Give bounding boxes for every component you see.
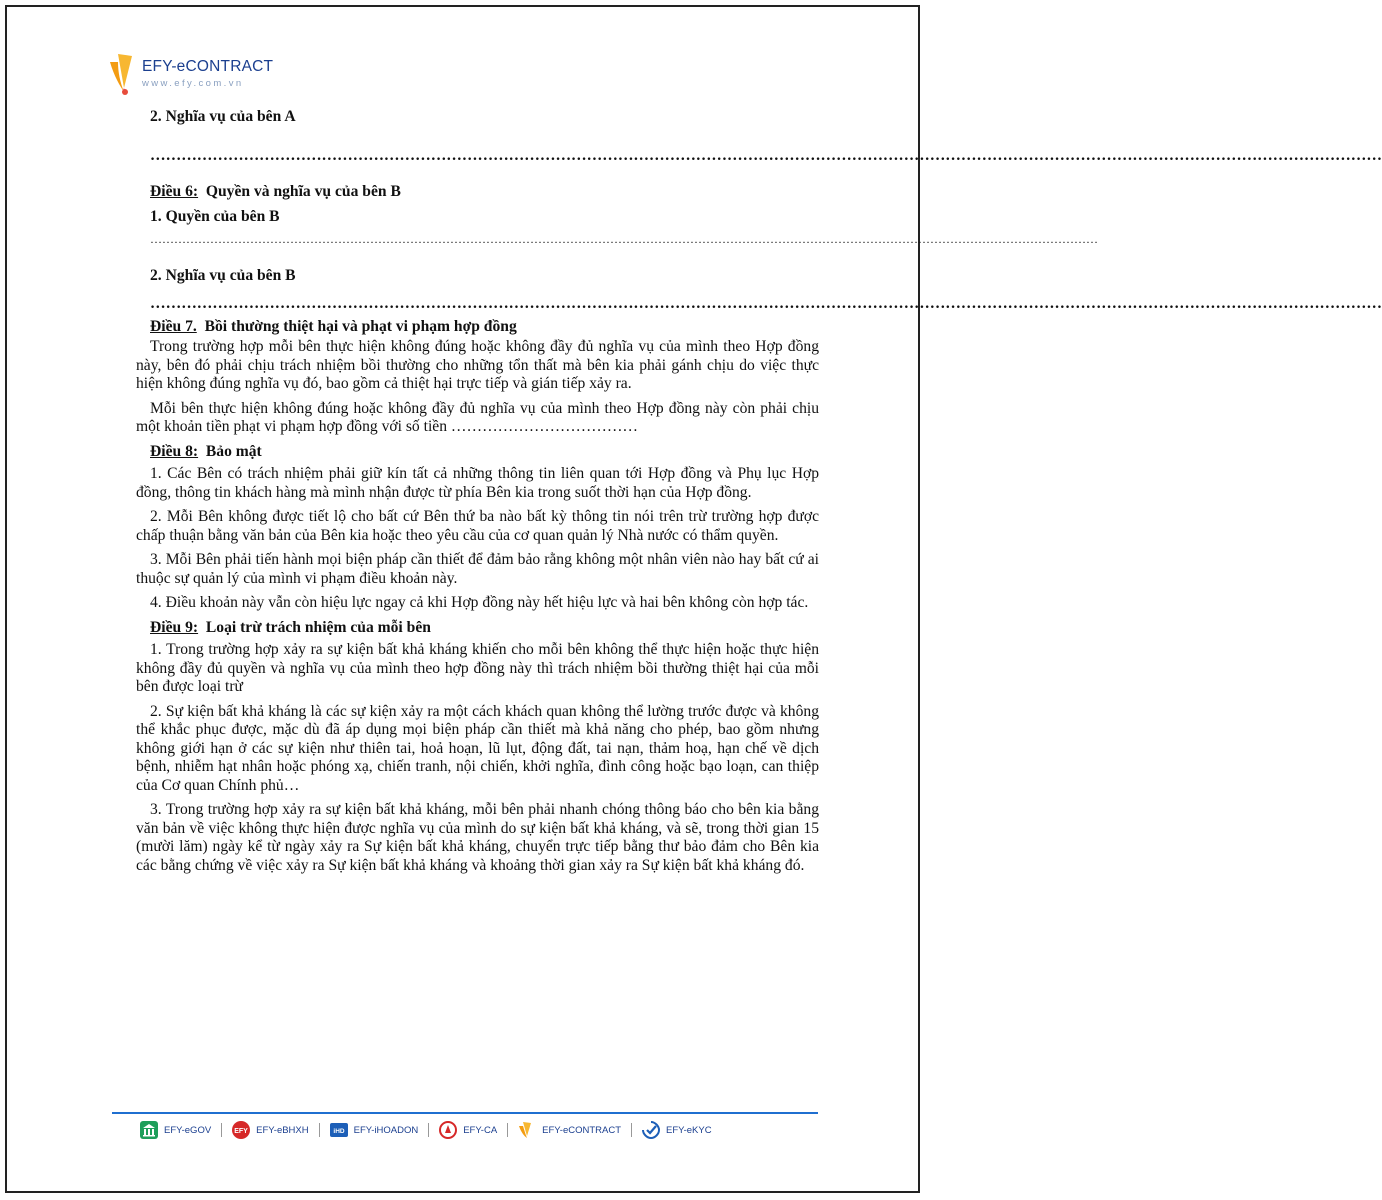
dieu9-paragraph-3: 3. Trong trường hợp xảy ra sự kiện bất khả kháng, mỗi bên phải nhanh chóng thông báo cho bên kia bằng văn bản về việc không thực hiện được nghĩa vụ của mình do sự kiện bất khả kháng, và sẽ, trong thời gian 15 (mười lăm) ngày kể từ ngày xảy ra Sự kiện bất khả kháng, chuyển trực tiếp bằng thư bảo đảm cho Bên kia các bằng chứng về việc xảy ra Sự kiện bất khả kháng và khoảng thời gian xảy ra Sự kiện bất khả kháng đó. xyxy=(136,801,819,874)
document-body xyxy=(136,108,1382,875)
logo-url: www.efy.com.vn xyxy=(142,78,244,89)
dieu8-paragraph-2: 2. Mỗi Bên không được tiết lộ cho bất cứ Bên thứ ba nào bất kỳ thông tin nói trên trừ trường hợp được chấp thuận bằng văn bản của Bên kia hoặc theo yêu cầu của cơ quan quản lý Nhà nước có thẩm quyền. xyxy=(136,508,819,544)
obligations-a-heading: 2. Nghĩa vụ của bên A xyxy=(150,108,296,125)
footer-item-ekyc xyxy=(642,1121,712,1139)
footer-item-egov xyxy=(140,1121,211,1139)
footer-label: EFY-eBHXH xyxy=(256,1124,309,1136)
verified-check-icon xyxy=(642,1121,660,1139)
bank-icon xyxy=(140,1121,158,1139)
dieu7-paragraph-1: Trong trường hợp mỗi bên thực hiện không đúng hoặc không đầy đủ nghĩa vụ của mình theo Hợp đồng này, bên đó phải chịu trách nhiệm bồi thường cho những tổn thất mà bên kia phải gánh chịu do việc thực hiện không đúng nghĩa vụ đó, bao gồm cả thiệt hại trực tiếp và gián tiếp xảy ra. xyxy=(136,338,819,392)
footer-item-ebhxh xyxy=(232,1121,308,1139)
footer-divider xyxy=(112,1112,818,1114)
dieu6-heading xyxy=(136,183,819,202)
dieu8-heading xyxy=(136,443,819,462)
dieu7-heading xyxy=(136,318,819,337)
dieu9-title: Loại trừ trách nhiệm của mỗi bên xyxy=(205,618,431,636)
pen-icon xyxy=(108,52,140,96)
dieu8-label: Điều 8: xyxy=(150,442,199,460)
pen-icon xyxy=(518,1121,536,1139)
rights-b-heading: 1. Quyền của bên B xyxy=(150,207,280,225)
footer-label: EFY-eKYC xyxy=(666,1124,712,1136)
footer-label: EFY-CA xyxy=(463,1124,498,1136)
dots-line: ………………………………………………………………………………………………………………………………………………………………………………………………………………… xyxy=(150,295,1382,312)
dieu7-title: Bồi thường thiệt hại và phạt vi phạm hợp đồng xyxy=(204,317,517,335)
dieu6-title: Quyền và nghĩa vụ của bên B xyxy=(205,183,401,200)
dieu9-paragraph-2: 2. Sự kiện bất khả kháng là các sự kiện xảy ra một cách khách quan không thể lường trước được và không thể khắc phục được, mặc dù đã áp dụng mọi biện pháp cần thiết mà khả năng cho phép, bao gồm nhưng không giới hạn ở các sự kiện như thiên tai, hoả hoạn, lũ lụt, động đất, tai nạn, thảm hoạ, hạn chế về dịch bệnh, nhiễm hạt nhân hoặc phóng xạ, chiến tranh, nội chiến, khởi nghĩa, đình công hoặc bạo loạn, can thiệp của Cơ quan Chính phủ… xyxy=(136,702,819,794)
footer-label: EFY-iHOADON xyxy=(353,1124,419,1136)
efy-badge-icon xyxy=(232,1121,250,1139)
footer-item-econtract xyxy=(518,1121,621,1139)
dieu9-paragraph-1: 1. Trong trường hợp xảy ra sự kiện bất khả kháng khiến cho mỗi bên không thể thực hiện hoặc thực hiện không đầy đủ quyền và nghĩa vụ của mình theo hợp đồng này thì trách nhiệm bồi thường thiệt hại của mỗi bên được loại trừ xyxy=(136,641,819,695)
footer-product-bar xyxy=(140,1118,820,1142)
dots-line: ………………………………………………………………………………………………………………………………………………………………………………………………………………… xyxy=(150,146,1382,164)
dieu7-paragraph-2: Mỗi bên thực hiện không đúng hoặc không đầy đủ nghĩa vụ của mình theo Hợp đồng này còn phải chịu một khoản tiền phạt vi phạm hợp đồng với số tiền ……………………………… xyxy=(136,399,819,435)
svg-text:iHD: iHD xyxy=(333,1128,345,1135)
footer-label: EFY-eCONTRACT xyxy=(542,1124,621,1136)
dieu6-label: Điều 6: xyxy=(150,183,199,200)
dieu8-paragraph-1: 1. Các Bên có trách nhiệm phải giữ kín tất cả những thông tin liên quan tới Hợp đồng và Phụ lục Hợp đồng, thông tin khách hàng mà mình nhận được từ phía Bên kia trong suốt thời hạn của Hợp đồng. xyxy=(136,465,819,501)
dieu9-label: Điều 9: xyxy=(150,618,199,636)
certificate-icon xyxy=(439,1121,457,1139)
obligations-b-heading: 2. Nghĩa vụ của bên B xyxy=(150,266,296,284)
dieu8-paragraph-4: 4. Điều khoản này vẫn còn hiệu lực ngay cả khi Hợp đồng này hết hiệu lực và hai bên không còn hợp tác. xyxy=(150,594,809,611)
dots-line: ………………………………………………………………………………………………………………………………………………………………………………………………………………… xyxy=(150,232,1098,246)
dieu7-label: Điều 7. xyxy=(150,317,197,335)
svg-text:EFY: EFY xyxy=(234,1128,248,1135)
invoice-icon xyxy=(330,1121,348,1139)
footer-item-ca xyxy=(439,1121,497,1139)
dieu8-title: Bảo mật xyxy=(205,442,262,460)
dieu9-heading xyxy=(136,619,819,638)
footer-item-ihoadon xyxy=(330,1121,419,1139)
header-logo xyxy=(108,50,308,100)
dieu8-paragraph-3: 3. Mỗi Bên phải tiến hành mọi biện pháp cần thiết để đảm bảo rằng không một nhân viên nào hay bất cứ ai thuộc sự quản lý của mình vi phạm điều khoản này. xyxy=(136,551,819,587)
footer-label: EFY-eGOV xyxy=(164,1124,212,1136)
logo-name: EFY-eCONTRACT xyxy=(142,58,274,75)
